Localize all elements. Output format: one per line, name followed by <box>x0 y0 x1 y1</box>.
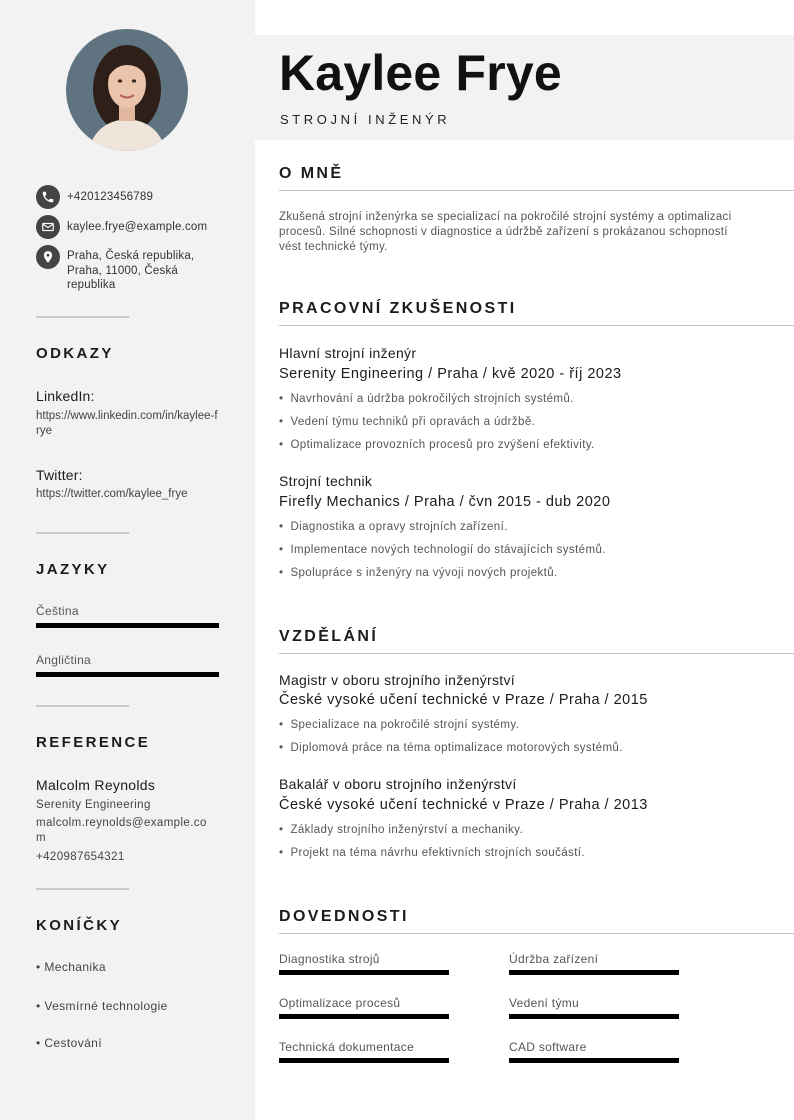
links-heading: ODKAZY <box>36 345 114 362</box>
job-role: Strojní technik <box>279 473 373 489</box>
location-pin-icon <box>36 245 60 269</box>
language-level-bar <box>36 672 219 677</box>
education-degree: Magistr v oboru strojního inženýrství <box>279 672 515 688</box>
languages-heading: JAZYKY <box>36 561 110 578</box>
job-company: Serenity Engineering / Praha / kvě 2020 - říj 2023 <box>279 366 622 382</box>
education-bullet: • Projekt na téma návrhu efektivních strojních součástí. <box>279 847 585 859</box>
reference-heading: REFERENCE <box>36 734 151 751</box>
job-bullet: • Navrhování a údržba pokročilých strojních systémů. <box>279 393 574 405</box>
education-bullet: • Specializace na pokročilé strojní systémy. <box>279 719 519 731</box>
skill-label: CAD software <box>509 1040 587 1054</box>
language-label: Angličtina <box>36 653 92 667</box>
section-rule <box>279 190 794 191</box>
hobby-item: • Vesmírné technologie <box>36 999 168 1013</box>
about-text: Zkušená strojní inženýrka se specializací na pokročilé strojní systémy a optimalizaci procesů. Silné schopnosti v diagnostice a údržbě zařízení s prokázanou schopností vést technické týmy. <box>279 211 732 253</box>
education-heading: VZDĚLÁNÍ <box>279 628 379 645</box>
job-bullet: • Vedení týmu techniků při opravách a údržbě. <box>279 416 535 428</box>
phone-icon <box>36 185 60 209</box>
skill-level-bar <box>279 970 449 975</box>
hobby-label: Vesmírné technologie <box>44 999 168 1013</box>
about-heading: O MNĚ <box>279 165 344 182</box>
phone-text[interactable]: +420123456789 <box>67 191 154 203</box>
sidebar-divider <box>36 705 129 707</box>
skill-level-bar <box>279 1014 449 1019</box>
section-rule <box>279 933 794 934</box>
email-text[interactable]: kaylee.frye@example.com <box>67 221 208 233</box>
job-bullet: • Implementace nových technologií do stávajících systémů. <box>279 544 606 556</box>
hobby-item: • Mechanika <box>36 960 106 974</box>
job-role: Hlavní strojní inženýr <box>279 345 417 361</box>
skill-level-bar <box>509 970 679 975</box>
job-company: Firefly Mechanics / Praha / čvn 2015 - dub 2020 <box>279 494 611 510</box>
hobbies-heading: KONÍČKY <box>36 917 122 934</box>
skill-level-bar <box>509 1014 679 1019</box>
language-level-bar <box>36 623 219 628</box>
hobby-label: Cestování <box>44 1036 102 1050</box>
twitter-link[interactable]: https://twitter.com/kaylee_frye <box>36 488 188 500</box>
contact-phone <box>36 185 217 209</box>
linkedin-link[interactable]: https://www.linkedin.com/in/kaylee-frye <box>36 410 218 437</box>
experience-heading: PRACOVNÍ ZKUŠENOSTI <box>279 300 517 317</box>
sidebar-divider <box>36 316 129 318</box>
reference-company: Serenity Engineering <box>36 799 151 811</box>
job-bullet: • Optimalizace provozních procesů pro zvýšení efektivity. <box>279 439 595 451</box>
contact-email <box>36 215 217 239</box>
education-degree: Bakalář v oboru strojního inženýrství <box>279 776 517 792</box>
profile-photo <box>66 29 188 151</box>
skill-label: Údržba zařízení <box>509 952 599 966</box>
contact-address <box>36 245 207 293</box>
education-school: České vysoké učení technické v Praze / Praha / 2013 <box>279 797 648 813</box>
skills-heading: DOVEDNOSTI <box>279 908 409 925</box>
hobby-item: • Cestování <box>36 1036 102 1050</box>
reference-phone[interactable]: +420987654321 <box>36 851 125 863</box>
twitter-label: Twitter: <box>36 467 83 483</box>
sidebar-divider <box>36 532 129 534</box>
skill-label: Vedení týmu <box>509 996 580 1010</box>
skill-label: Optimalizace procesů <box>279 996 401 1010</box>
full-name: Kaylee Frye <box>279 45 562 101</box>
section-rule <box>279 653 794 654</box>
skill-label: Diagnostika strojů <box>279 952 380 966</box>
reference-email[interactable]: malcolm.reynolds@example.com <box>36 817 207 844</box>
hobby-label: Mechanika <box>44 960 106 974</box>
address-text: Praha, Česká republika, Praha, 11000, Česká republika <box>67 250 195 291</box>
education-school: České vysoké učení technické v Praze / Praha / 2015 <box>279 692 648 708</box>
job-title: STROJNÍ INŽENÝR <box>280 112 451 127</box>
job-bullet: • Diagnostika a opravy strojních zařízení. <box>279 521 508 533</box>
skill-label: Technická dokumentace <box>279 1040 415 1054</box>
reference-name: Malcolm Reynolds <box>36 777 156 793</box>
education-bullet: • Základy strojního inženýrství a mechaniky. <box>279 824 523 836</box>
language-label: Čeština <box>36 604 79 618</box>
section-rule <box>279 325 794 326</box>
job-bullet: • Spolupráce s inženýry na vývoji nových projektů. <box>279 567 558 579</box>
skill-level-bar <box>279 1058 449 1063</box>
skill-level-bar <box>509 1058 679 1063</box>
sidebar-divider <box>36 888 129 890</box>
linkedin-label: LinkedIn: <box>36 388 95 404</box>
education-bullet: • Diplomová práce na téma optimalizace motorových systémů. <box>279 742 623 754</box>
email-icon <box>36 215 60 239</box>
sidebar <box>0 0 255 1120</box>
